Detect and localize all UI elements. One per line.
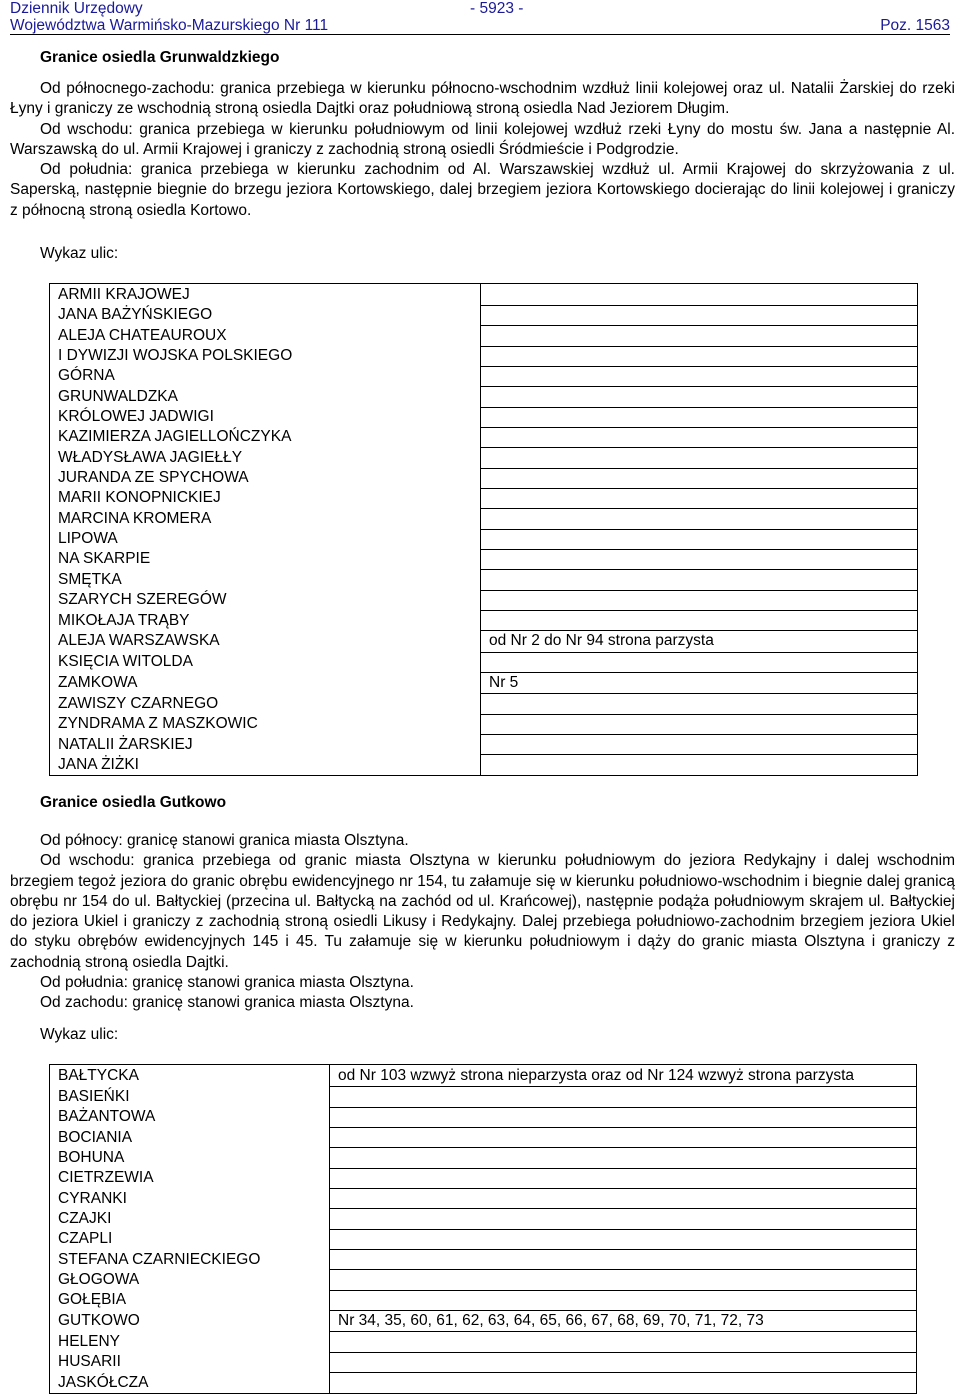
street-name: BASIEŃKI [50, 1087, 330, 1107]
street-name: CIETRZEWIA [50, 1168, 330, 1188]
street-range [481, 488, 918, 508]
street-range [330, 1270, 917, 1290]
street-name: ZYNDRAMA Z MASZKOWIC [50, 714, 481, 734]
street-name: JURANDA ZE SPYCHOWA [50, 468, 481, 488]
street-name: GOŁĘBIA [50, 1290, 330, 1310]
street-name: GRUNWALDZKA [50, 387, 481, 407]
table-row [50, 1373, 917, 1394]
street-range [330, 1290, 917, 1310]
street-range [481, 346, 918, 366]
section2-paragraph: Od zachodu: granicę stanowi granica miasta Olsztyna. [40, 994, 414, 1012]
street-range [481, 755, 918, 776]
street-name: BOHUNA [50, 1148, 330, 1168]
street-range [330, 1148, 917, 1168]
street-range [481, 509, 918, 529]
table-row [50, 1065, 917, 1087]
street-name: GUTKOWO [50, 1311, 330, 1332]
table-row [50, 1250, 917, 1270]
table-row [50, 468, 918, 488]
section1-paragraph: Od południa: granica przebiega w kierunku zachodnim od Al. Warszawskiej wzdłuż ul. Armii Krajowej do skrzyżowania z ul. Saperską, następnie biegnie do brzegu jeziora Kortowskiego, dalej brzegiem jeziora Kortowskiego docierając do linii kolejowej i graniczy z północną stroną osiedla Kortowo. [10, 161, 955, 219]
table-row [50, 427, 918, 447]
section2-description [10, 831, 955, 1014]
street-name: MARCINA KROMERA [50, 509, 481, 529]
street-name: ARMII KRAJOWEJ [50, 284, 481, 306]
street-name: BAŻANTOWA [50, 1107, 330, 1127]
table-row [50, 346, 918, 366]
table-row [50, 631, 918, 652]
street-range [481, 549, 918, 569]
street-name: WŁADYSŁAWA JAGIEŁŁY [50, 448, 481, 468]
street-range [330, 1250, 917, 1270]
street-range: od Nr 103 wzwyż strona nieparzysta oraz od Nr 124 wzwyż strona parzysta [330, 1065, 917, 1087]
page-number: - 5923 - [470, 0, 524, 17]
section1-streets-table [49, 283, 918, 776]
street-range [481, 611, 918, 631]
table-row [50, 611, 918, 631]
table-row [50, 326, 918, 346]
street-name: MIKOŁAJA TRĄBY [50, 611, 481, 631]
street-name: MARII KONOPNICKIEJ [50, 488, 481, 508]
street-name: ALEJA WARSZAWSKA [50, 631, 481, 652]
street-name: JANA BAŻYŃSKIEGO [50, 305, 481, 325]
street-range [481, 735, 918, 755]
street-range [330, 1107, 917, 1127]
table-row [50, 673, 918, 694]
street-name: ALEJA CHATEAUROUX [50, 326, 481, 346]
table-row [50, 1189, 917, 1209]
section2-paragraph: Od południa: granicę stanowi granica miasta Olsztyna. [40, 974, 414, 992]
street-range [481, 694, 918, 714]
street-name: KRÓLOWEJ JADWIGI [50, 407, 481, 427]
street-range [481, 714, 918, 734]
street-range [481, 570, 918, 590]
street-range [330, 1087, 917, 1107]
journal-issue: Województwa Warmińsko-Mazurskiego Nr 111 [10, 17, 329, 34]
street-name: CZAJKI [50, 1209, 330, 1229]
table-row [50, 1311, 917, 1332]
street-name: GÓRNA [50, 366, 481, 386]
street-name: HUSARII [50, 1352, 330, 1372]
section2-paragraph: Od wschodu: granica przebiega od granic miasta Olsztyna w kierunku południowym do jeziora Redykajny i dalej wschodnim brzegiem tegoż jeziora do granic obrębu ewidencyjnego nr 154, tu załamuje się w kierunku południowo-wschodnim i biegnie dalej granicą obrębu nr 154 do ul. Bałtyckiej (przecina ul. Bałtycką na zachód od ul. Krańcowej), następnie podąża południowym skrajem ul. Bałtyckiej do jeziora Ukiel i graniczy z zachodnią stroną osiedli Likusy i Redykajny. Dalej przebiega południowo-zachodnim brzegiem jeziora Ukiel do styku obrębów ewidencyjnych 145 i 45. Tu załamuje się w kierunku południowym i dąży do granic miasta Olsztyna i graniczy z zachodnią stroną osiedla Dajtki. [10, 852, 955, 971]
street-range [481, 326, 918, 346]
street-name: CZAPLI [50, 1229, 330, 1249]
street-name: SZARYCH SZEREGÓW [50, 590, 481, 610]
table-row [50, 1270, 917, 1290]
section1-paragraph: Od wschodu: granica przebiega w kierunku południowym od linii kolejowej wzdłuż rzeki Łyny do mostu św. Jana a następnie Al. Warszawską do ul. Armii Krajowej i graniczy z zachodnią stroną osiedli Śródmieście i Podgrodzie. [10, 120, 955, 158]
table-row [50, 366, 918, 386]
table-row [50, 387, 918, 407]
street-range [481, 366, 918, 386]
street-name: BAŁTYCKA [50, 1065, 330, 1087]
street-range [481, 284, 918, 306]
section1-title: Granice osiedla Grunwaldzkiego [40, 49, 280, 66]
street-name: GŁOGOWA [50, 1270, 330, 1290]
street-name: KSIĘCIA WITOLDA [50, 652, 481, 672]
table-row [50, 1352, 917, 1372]
street-range: od Nr 2 do Nr 94 strona parzysta [481, 631, 918, 652]
street-name: CYRANKI [50, 1189, 330, 1209]
table-row [50, 1107, 917, 1127]
street-name: JASKÓŁCZA [50, 1373, 330, 1394]
section1-description [10, 79, 955, 221]
street-name: STEFANA CZARNIECKIEGO [50, 1250, 330, 1270]
street-range [481, 468, 918, 488]
street-range [330, 1332, 917, 1352]
table-row [50, 488, 918, 508]
street-range [481, 305, 918, 325]
street-range [481, 590, 918, 610]
position-number: Poz. 1563 [880, 17, 950, 34]
street-range [481, 387, 918, 407]
street-name: NATALII ŻARSKIEJ [50, 735, 481, 755]
table-row [50, 509, 918, 529]
table-row [50, 652, 918, 672]
street-name: SMĘTKA [50, 570, 481, 590]
table-row [50, 714, 918, 734]
table-row [50, 590, 918, 610]
table-row [50, 1229, 917, 1249]
street-name: ZAWISZY CZARNEGO [50, 694, 481, 714]
table-row [50, 570, 918, 590]
street-name: I DYWIZJI WOJSKA POLSKIEGO [50, 346, 481, 366]
table-row [50, 1168, 917, 1188]
journal-title: Dziennik Urzędowy [10, 0, 143, 17]
street-range: Nr 34, 35, 60, 61, 62, 63, 64, 65, 66, 67, 68, 69, 70, 71, 72, 73 [330, 1311, 917, 1332]
street-range [330, 1209, 917, 1229]
street-range [481, 529, 918, 549]
table-row [50, 1087, 917, 1107]
street-range [330, 1373, 917, 1394]
street-name: KAZIMIERZA JAGIELLOŃCZYKA [50, 427, 481, 447]
table-row [50, 1148, 917, 1168]
table-row [50, 1128, 917, 1148]
street-range [481, 448, 918, 468]
section1-paragraph: Od północnego-zachodu: granica przebiega w kierunku północno-wschodnim wzdłuż linii kolejowej oraz ul. Natalii Żarskiej do rzeki Łyny i graniczy ze wschodnią stroną osiedla Dajtki oraz południową stroną osiedla Nad Jeziorem Długim. [10, 80, 955, 118]
table-row [50, 448, 918, 468]
table-row [50, 529, 918, 549]
table-row [50, 1209, 917, 1229]
page-header [10, 0, 950, 35]
street-range: Nr 5 [481, 673, 918, 694]
street-range [330, 1229, 917, 1249]
street-range [330, 1168, 917, 1188]
street-range [481, 652, 918, 672]
table-row [50, 1290, 917, 1310]
table-row [50, 305, 918, 325]
street-range [330, 1352, 917, 1372]
street-range [330, 1189, 917, 1209]
section2-paragraph: Od północy: granicę stanowi granica miasta Olsztyna. [40, 832, 409, 849]
section2-title: Granice osiedla Gutkowo [40, 794, 227, 811]
street-name: BOCIANIA [50, 1128, 330, 1148]
street-name: NA SKARPIE [50, 549, 481, 569]
table-row [50, 407, 918, 427]
table-row [50, 284, 918, 306]
street-name: LIPOWA [50, 529, 481, 549]
street-name: JANA ŻIŻKI [50, 755, 481, 776]
section1-list-heading: Wykaz ulic: [40, 245, 119, 262]
section2-list-heading: Wykaz ulic: [40, 1026, 119, 1043]
street-range [330, 1128, 917, 1148]
table-row [50, 549, 918, 569]
street-range [481, 427, 918, 447]
street-name: ZAMKOWA [50, 673, 481, 694]
street-range [481, 407, 918, 427]
section2-streets-table [49, 1064, 917, 1394]
table-row [50, 755, 918, 776]
table-row [50, 694, 918, 714]
table-row [50, 735, 918, 755]
street-name: HELENY [50, 1332, 330, 1352]
table-row [50, 1332, 917, 1352]
